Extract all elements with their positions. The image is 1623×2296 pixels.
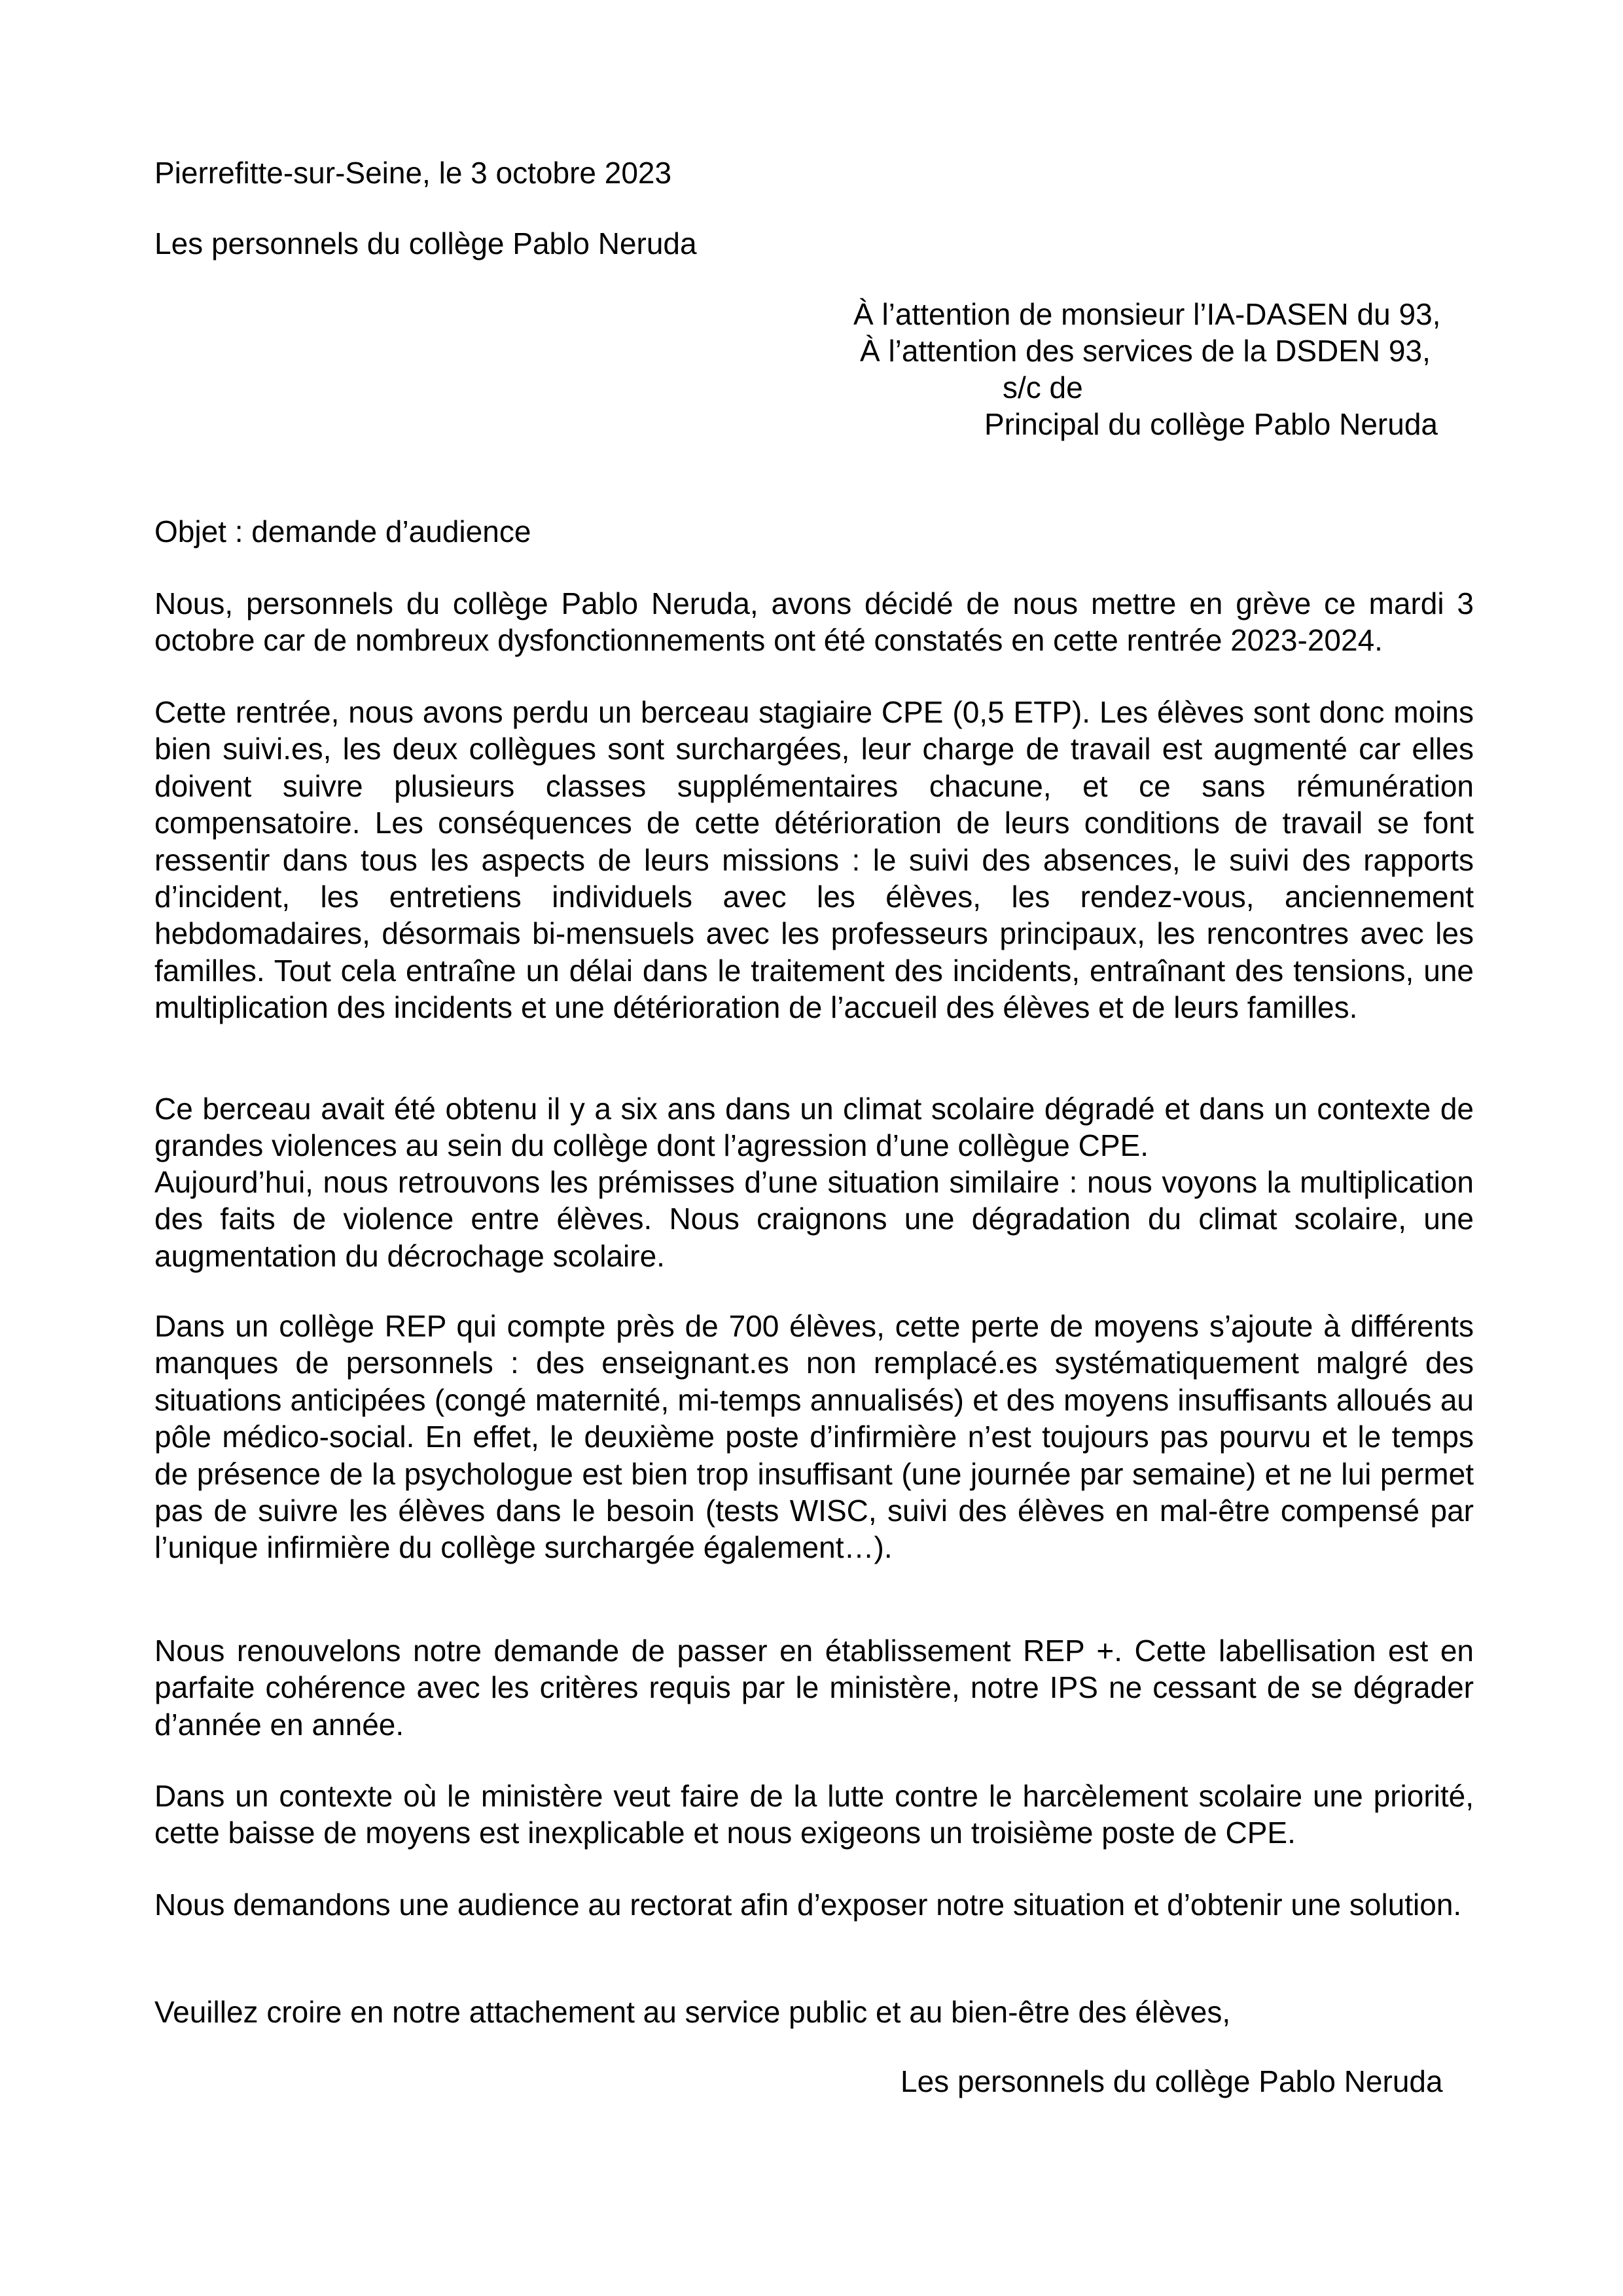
- subject-line: Objet : demande d’audience: [154, 514, 531, 548]
- recipient-line-4: Principal du collège Pablo Neruda: [984, 407, 1438, 441]
- recipient-block: [772, 296, 1474, 442]
- paragraph-berceau-history: Ce berceau avait été obtenu il y a six ans dans un climat scolaire dégradé et dans un contexte de grandes violences au sein du collège dont l’agression d’une collègue CPE.: [154, 1092, 1474, 1163]
- paragraph-rep-plus-request: Nous renouvelons notre demande de passer en établissement REP +. Cette labellisation est en parfaite cohérence avec les critères requis par le ministère, notre IPS ne cessant de se dégrader d’année en année.: [154, 1634, 1474, 1742]
- recipient-line-1: À l’attention de monsieur l’IA-DASEN du 93,: [853, 297, 1441, 331]
- paragraph-strike-announcement: Nous, personnels du collège Pablo Neruda, avons décidé de nous mettre en grève ce mardi 3 octobre car de nombreux dysfonctionnements ont été constatés en cette rentrée 2023-2024.: [154, 586, 1474, 658]
- place-date: Pierrefitte-sur-Seine, le 3 octobre 2023: [154, 156, 672, 190]
- paragraph-staff-shortages: Dans un collège REP qui compte près de 700 élèves, cette perte de moyens s’ajoute à différents manques de personnels : des enseignant.es non remplacé.es systématiquement malgré des situations anticipées (congé maternité, mi-temps annualisés) et des moyens insuffisants alloués au pôle médico-social. En effet, le deuxième poste d’infirmière n’est toujours pas pourvu et le temps de présence de la psychologue est bien trop insuffisant (une journée par semaine) et ne lui permet pas de suivre les élèves dans le besoin (tests WISC, suivi des élèves en mal-être compensé par l’unique infirmière du collège surchargée également…).: [154, 1309, 1474, 1565]
- recipient-line-3: s/c de: [1003, 370, 1083, 404]
- paragraph-harassment-context: Dans un contexte où le ministère veut faire de la lutte contre le harcèlement scolaire une priorité, cette baisse de moyens est inexplicable et nous exigeons un troisième poste de CPE.: [154, 1779, 1474, 1850]
- paragraph-current-situation: Aujourd’hui, nous retrouvons les prémisses d’une situation similaire : nous voyons la multiplication des faits de violence entre élèves. Nous craignons une dégradation du climat scolaire, une augmentation du décrochage scolaire.: [154, 1165, 1474, 1273]
- paragraph-cpe-loss: Cette rentrée, nous avons perdu un berceau stagiaire CPE (0,5 ETP). Les élèves sont donc moins bien suivi.es, les deux collègues sont surchargées, leur charge de travail est augmenté car elles doivent suivre plusieurs classes supplémentaires chacune, et ce sans rémunération compensatoire. Les conséquences de cette détérioration de leurs conditions de travail se font ressentir dans tous les aspects de leurs missions : le suivi des absences, le suivi des rapports d’incident, les entretiens individuels avec les élèves, les rendez-vous, anciennement hebdomadaires, désormais bi-mensuels avec les professeurs principaux, les rencontres avec les familles. Tout cela entraîne un délai dans le traitement des incidents, entraînant des tensions, une multiplication des incidents et une détérioration de l’accueil des élèves et de leurs familles.: [154, 695, 1474, 1025]
- closing-line: Veuillez croire en notre attachement au service public et au bien-être des élèves,: [154, 1995, 1231, 2029]
- signature: Les personnels du collège Pablo Neruda: [901, 2064, 1443, 2098]
- recipient-line-2: À l’attention des services de la DSDEN 93,: [860, 334, 1431, 368]
- sender-line: Les personnels du collège Pablo Neruda: [154, 226, 697, 260]
- paragraph-audience-request: Nous demandons une audience au rectorat afin d’exposer notre situation et d’obtenir une solution.: [154, 1888, 1462, 1922]
